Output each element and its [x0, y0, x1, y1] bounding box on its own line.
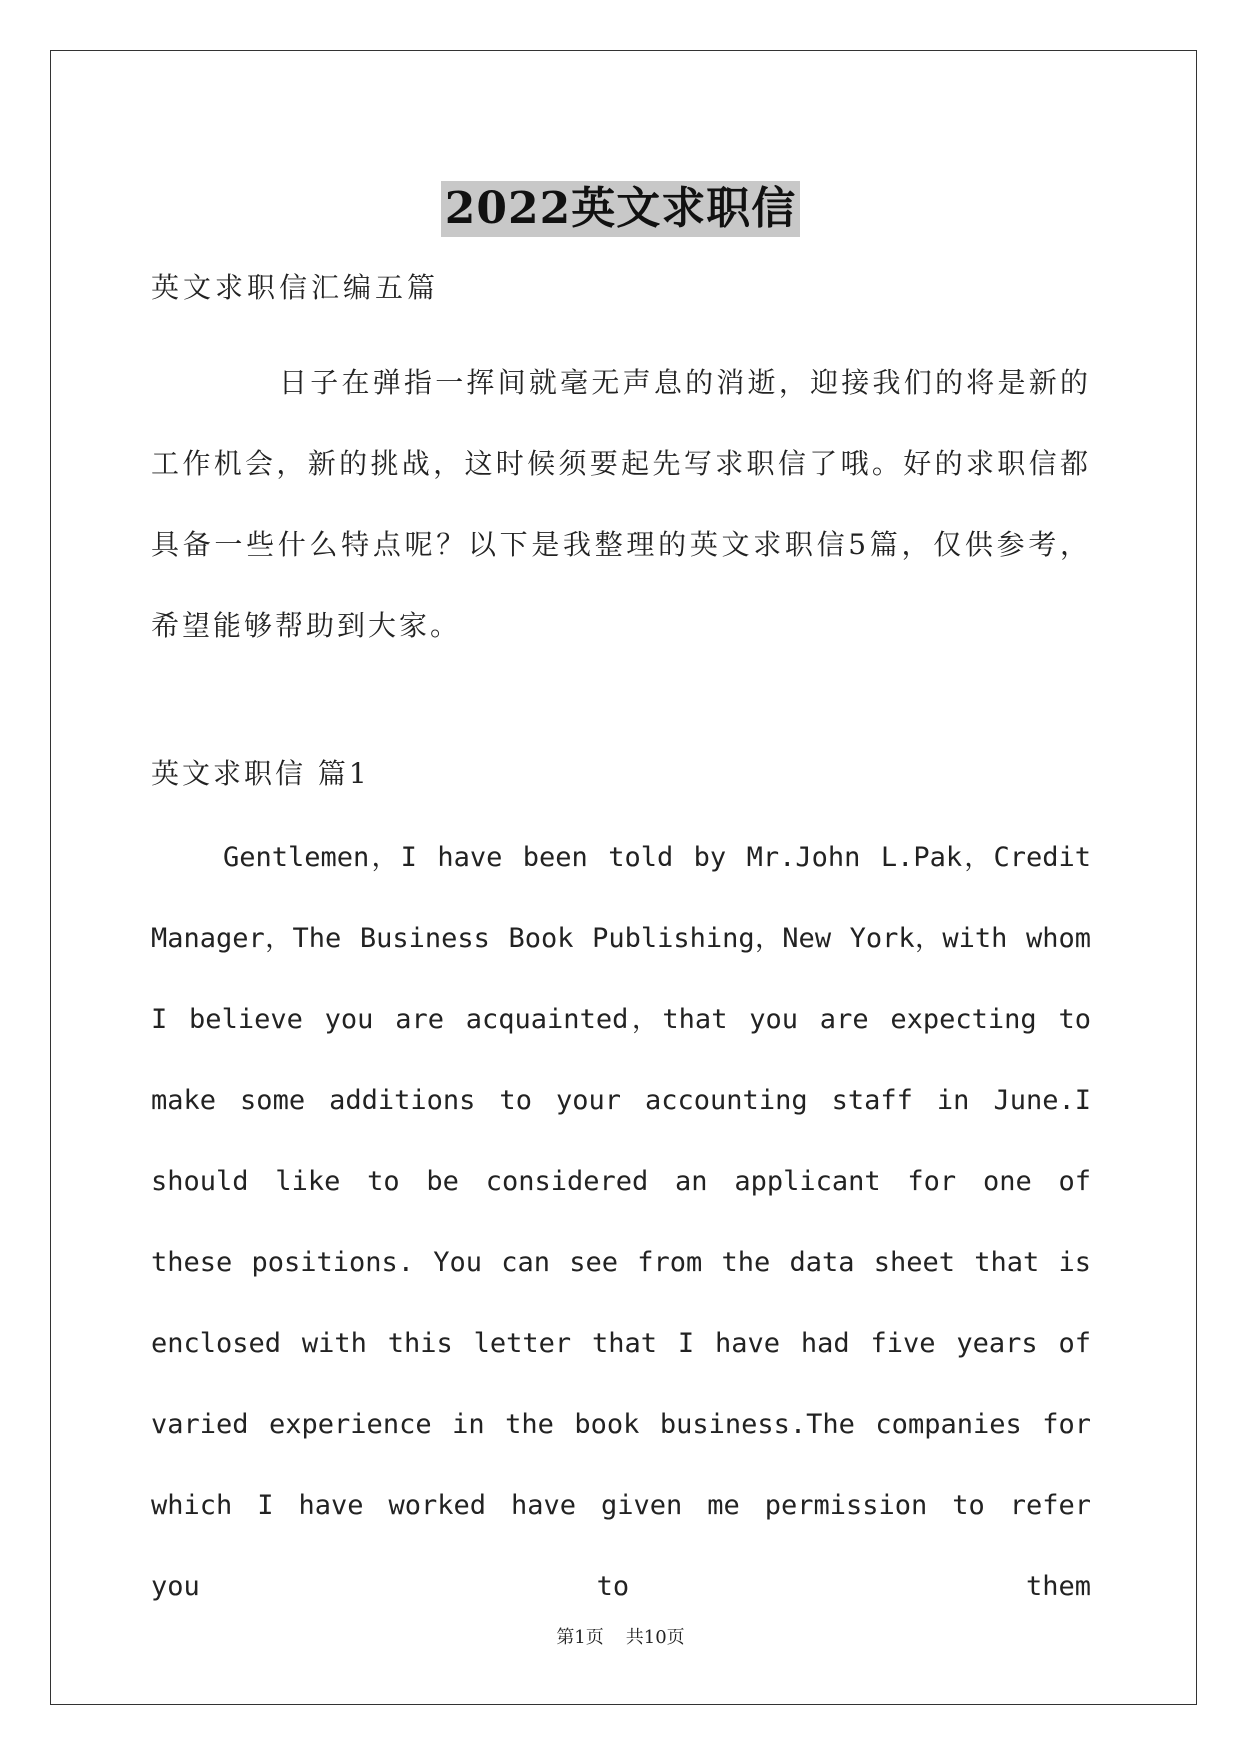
document-title: 2022英文求职信 [441, 181, 800, 237]
page-total: 共10页 [625, 1627, 685, 1648]
page-number: 第1页 [556, 1627, 604, 1648]
section-heading: 英文求职信 篇1 [151, 757, 370, 790]
title-container [0, 152, 1241, 267]
page-footer [0, 1623, 1241, 1649]
document-subtitle: 英文求职信汇编五篇 [151, 271, 440, 304]
letter-body: Gentlemen，I have been told by Mr.John L.Pak，Credit Manager，The Business Book Publishing，New York，with whom I believe you are acquainted，that you are expecting to make some additions to your accounting staff in June.I should like to be considered an applicant for one of these positions. You can see from the data sheet that is enclosed with this letter that I have had five years of varied experience in the book business.The companies for which I have worked have given me permission to refer you to them [151, 842, 1091, 1602]
intro-paragraph: 日子在弹指一挥间就毫无声息的消逝，迎接我们的将是新的工作机会，新的挑战，这时候须要起先写求职信了哦。好的求职信都具备一些什么特点呢？以下是我整理的英文求职信5篇，仅供参考，希望能够帮助到大家。 [151, 366, 1091, 642]
